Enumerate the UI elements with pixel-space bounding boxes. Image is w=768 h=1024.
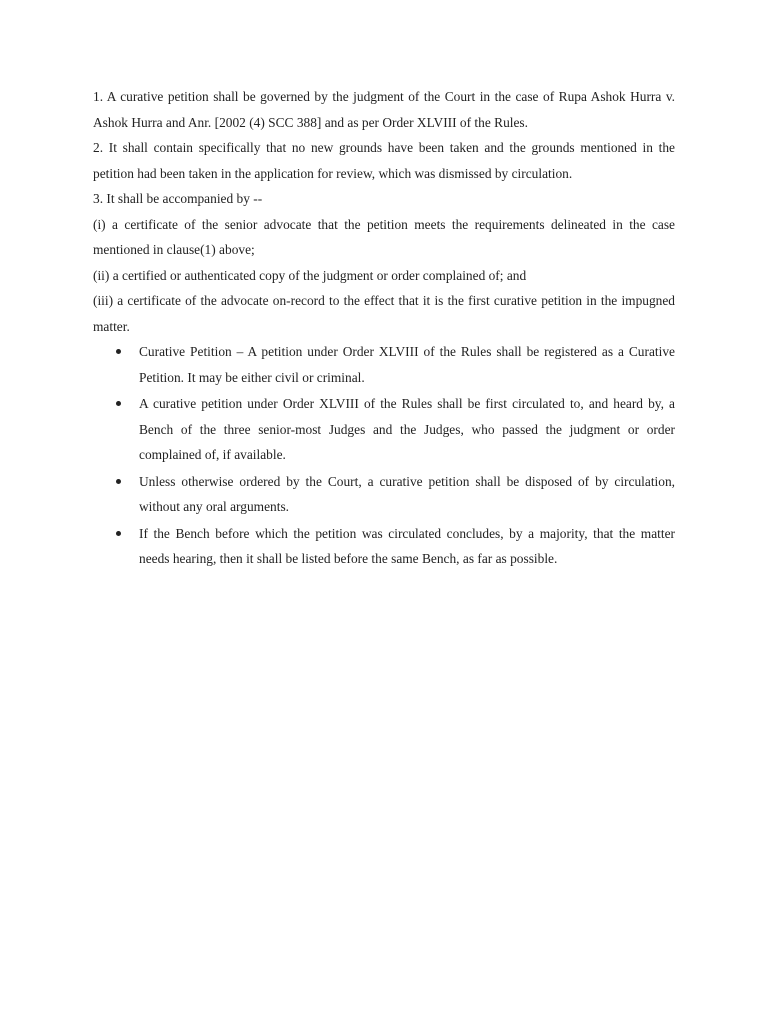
paragraph-subclause-ii: (ii) a certified or authenticated copy of the judgment or order complained of; and <box>93 267 527 283</box>
bullet-icon <box>116 479 121 484</box>
paragraph-subclause-iii: (iii) a certificate of the advocate on-record to the effect that it is the first curative petition in the impugned matter. <box>93 293 675 334</box>
bullet-icon <box>116 531 121 536</box>
list-item-text: A curative petition under Order XLVIII of the Rules shall be first circulated to, and heard by, a Bench of the three senior-most Judges and the Judges, who passed the judgment or order complained of, if available. <box>139 396 675 462</box>
paragraph-subclause-i: (i) a certificate of the senior advocate that the petition meets the requirements delineated in the case mentioned in clause(1) above; <box>93 216 675 257</box>
paragraph-clause-2: 2. It shall contain specifically that no new grounds have been taken and the grounds mentioned in the petition had been taken in the application for review, which was dismissed by circulation. <box>93 140 675 181</box>
bullet-list <box>93 339 675 572</box>
list-item-text: If the Bench before which the petition was circulated concludes, by a majority, that the matter needs hearing, then it shall be listed before the same Bench, as far as possible. <box>139 525 675 566</box>
list-item-text: Unless otherwise ordered by the Court, a curative petition shall be disposed of by circulation, without any oral arguments. <box>139 473 675 514</box>
document-body <box>93 84 675 573</box>
bullet-icon <box>116 401 121 406</box>
list-item <box>139 521 675 572</box>
list-item <box>139 391 675 468</box>
bullet-icon <box>116 349 121 354</box>
list-item <box>139 339 675 390</box>
paragraph-clause-3: 3. It shall be accompanied by -- <box>93 191 263 206</box>
list-item <box>139 469 675 520</box>
paragraph-clause-1: 1. A curative petition shall be governed by the judgment of the Court in the case of Rupa Ashok Hurra v. Ashok Hurra and Anr. [2002 (4) SCC 388] and as per Order XLVIII of the Rules. <box>93 89 675 130</box>
list-item-text: Curative Petition – A petition under Order XLVIII of the Rules shall be registered as a Curative Petition. It may be either civil or criminal. <box>139 344 675 385</box>
